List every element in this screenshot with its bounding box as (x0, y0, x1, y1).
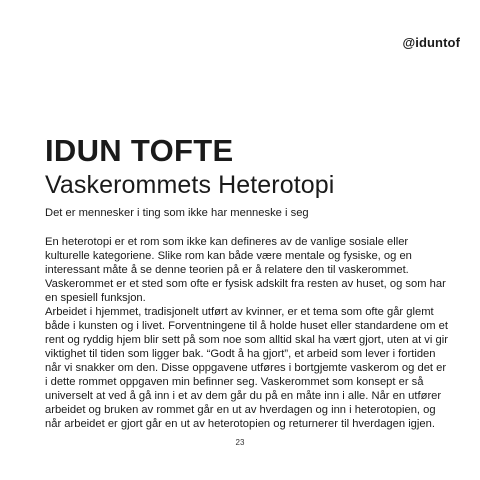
paragraph-1: En heterotopi er et rom som ikke kan defineres av de vanlige sosiale eller kulturelle kategoriene. Slike rom kan både være mentale og fysiske, og en interessant måte å se denne teorien på er å relatere den til vaskerommet. Vaskerommet er et sted som ofte er fysisk adskilt fra resten av huset, og som har en spesiell funksjon. (45, 236, 446, 304)
article-title: Vaskerommets Heterotopi (45, 171, 335, 199)
author-name: IDUN TOFTE (45, 133, 234, 168)
article-body (45, 235, 450, 431)
article-subtitle: Det er mennesker i ting som ikke har menneske i seg (45, 207, 309, 219)
page-number: 23 (235, 438, 245, 447)
author-handle: @iduntof (402, 35, 460, 50)
paragraph-2: Arbeidet i hjemmet, tradisjonelt utført av kvinner, er et tema som ofte går glemt både i kunsten og i livet. Forventningene til å holde huset eller standardene om et rent og ryddig hjem blir sett på som noe som alltid skal ha vært gjort, uten at vi gir viktighet til tiden som ligger bak. “Godt å ha gjort”, et arbeid som lever i fortiden når vi snakker om den. Disse oppgavene utføres i bortgjemte vaskerom og det er i dette rommet oppgaven min befinner seg. Vaskerommet som konsept er så universelt at ved å gå inn i et av dem går du på en måte inn i alle. Når en utfører arbeidet og bruken av rommet går en ut av hverdagen og inn i heterotopien, og når arbeidet er gjort går en ut av heterotopien og returnerer til hverdagen igjen. (45, 306, 449, 430)
article (45, 134, 450, 431)
